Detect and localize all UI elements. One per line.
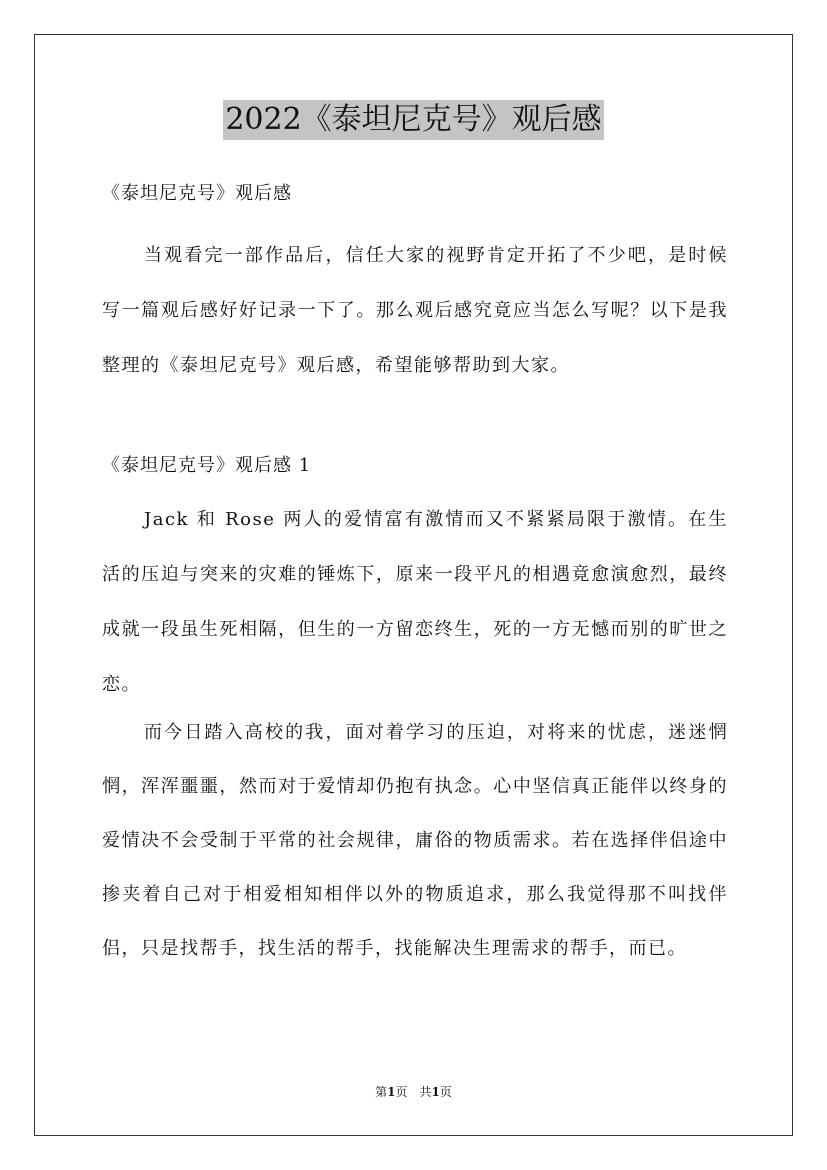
footer-suffix: 页 bbox=[439, 1085, 452, 1099]
footer-total-pages: 1 bbox=[431, 1085, 440, 1099]
document-subtitle: 《泰坦尼克号》观后感 bbox=[102, 183, 292, 204]
body-paragraph-1: Jack 和 Rose 两人的爱情富有激情而又不紧紧局限于激情。在生活的压迫与突来的灾难的锤炼下，原来一段平凡的相遇竟愈演愈烈，最终成就一段虽生死相隔，但生的一方留恋终生，死的一方无憾而别的旷世之恋。 bbox=[102, 509, 728, 695]
footer-mid: 页 共 bbox=[395, 1085, 432, 1099]
footer-prefix: 第 bbox=[375, 1085, 388, 1099]
section-heading: 《泰坦尼克号》观后感 1 bbox=[102, 455, 312, 476]
document-title: 2022《泰坦尼克号》观后感 bbox=[223, 100, 603, 140]
page-footer bbox=[0, 1083, 827, 1101]
intro-paragraph: 当观看完一部作品后，信任大家的视野肯定开拓了不少吧，是时候写一篇观后感好好记录一下了。那么观后感究竟应当怎么写呢？以下是我整理的《泰坦尼克号》观后感，希望能够帮助到大家。 bbox=[102, 245, 728, 376]
footer-current-page: 1 bbox=[387, 1085, 396, 1099]
body-paragraph-2: 而今日踏入高校的我，面对着学习的压迫，对将来的忧虑，迷迷惘惘，浑浑噩噩，然而对于爱情却仍抱有执念。心中坚信真正能伴以终身的爱情决不会受制于平常的社会规律，庸俗的物质需求。若在选择伴侣途中掺夹着自己对于相爱相知相伴以外的物质追求，那么我觉得那不叫找伴侣，只是找帮手，找生活的帮手，找能解决生理需求的帮手，而已。 bbox=[102, 722, 728, 959]
title-container bbox=[0, 100, 827, 140]
